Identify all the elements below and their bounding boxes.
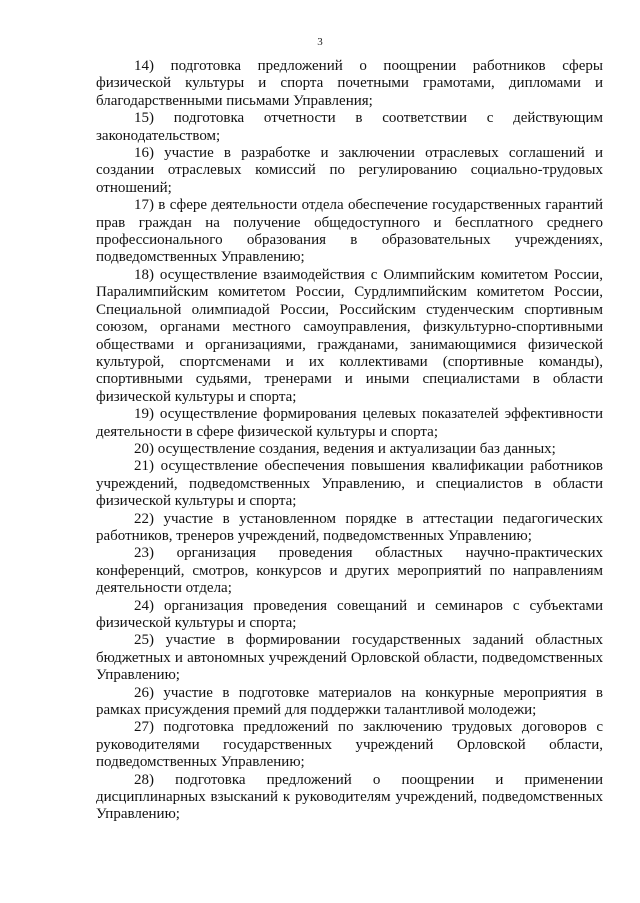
document-body xyxy=(96,58,603,824)
page-number: 3 xyxy=(317,36,323,48)
list-item: 25) участие в формировании государственных заданий областных бюджетных и автономных учреждений Орловской области, подведомственных Управлению; xyxy=(96,632,603,684)
list-item: 26) участие в подготовке материалов на конкурные мероприятия в рамках присуждения премий для поддержки талантливой молодежи; xyxy=(96,684,603,719)
list-item: 19) осуществление формирования целевых показателей эффективности деятельности в сфере физической культуры и спорта; xyxy=(96,406,603,440)
list-item: 16) участие в разработке и заключении отраслевых соглашений и создании отраслевых комиссий по регулированию социально-трудовых отношений; xyxy=(96,145,603,196)
list-item: 22) участие в установленном порядке в аттестации педагогических работников, тренеров учреждений, подведомственных Управлению; xyxy=(96,510,603,544)
list-item: 27) подготовка предложений по заключению трудовых договоров с руководителями государственных учреждений Орловской области, подведомственных Управлению; xyxy=(96,719,603,771)
list-item: 21) осуществление обеспечения повышения квалификации работников учреждений, подведомственных Управлению, и специалистов в области физической культуры и спорта; xyxy=(96,458,603,510)
list-item: 28) подготовка предложений о поощрении и применении дисциплинарных взысканий к руководителям учреждений, подведомственных Управлению; xyxy=(96,771,603,823)
list-item: 14) подготовка предложений о поощрении работников сферы физической культуры и спорта почетными грамотами, дипломами и благодарственными письмами Управления; xyxy=(96,58,603,109)
list-item: 24) организация проведения совещаний и семинаров с субъектами физической культуры и спорта; xyxy=(96,597,603,631)
list-item: 17) в сфере деятельности отдела обеспечение государственных гарантий прав граждан на получение общедоступного и бесплатного среднего профессионального образования в образовательных учреждениях, подведомственных Управлению; xyxy=(96,197,603,266)
list-item: 20) осуществление создания, ведения и актуализации баз данных; xyxy=(134,440,556,457)
list-item: 18) осуществление взаимодействия с Олимпийским комитетом России, Паралимпийским комитетом России, Сурдлимпийским комитетом России, Специальной олимпиадой России, Российским студенческим спортивным союзом, органами местного самоуправления, физкультурно-спортивными обществами и организациями, гражданами, занимающимися физической культурой, спортсменами и их коллективами (спортивные команды), спортивными судьями, тренерами и иными специалистами в области физической культуры и спорта; xyxy=(96,266,603,405)
list-item: 23) организация проведения областных научно-практических конференций, смотров, конкурсов и других мероприятий по направлениям деятельности отдела; xyxy=(96,545,603,597)
list-item: 15) подготовка отчетности в соответствии с действующим законодательством; xyxy=(96,110,603,144)
